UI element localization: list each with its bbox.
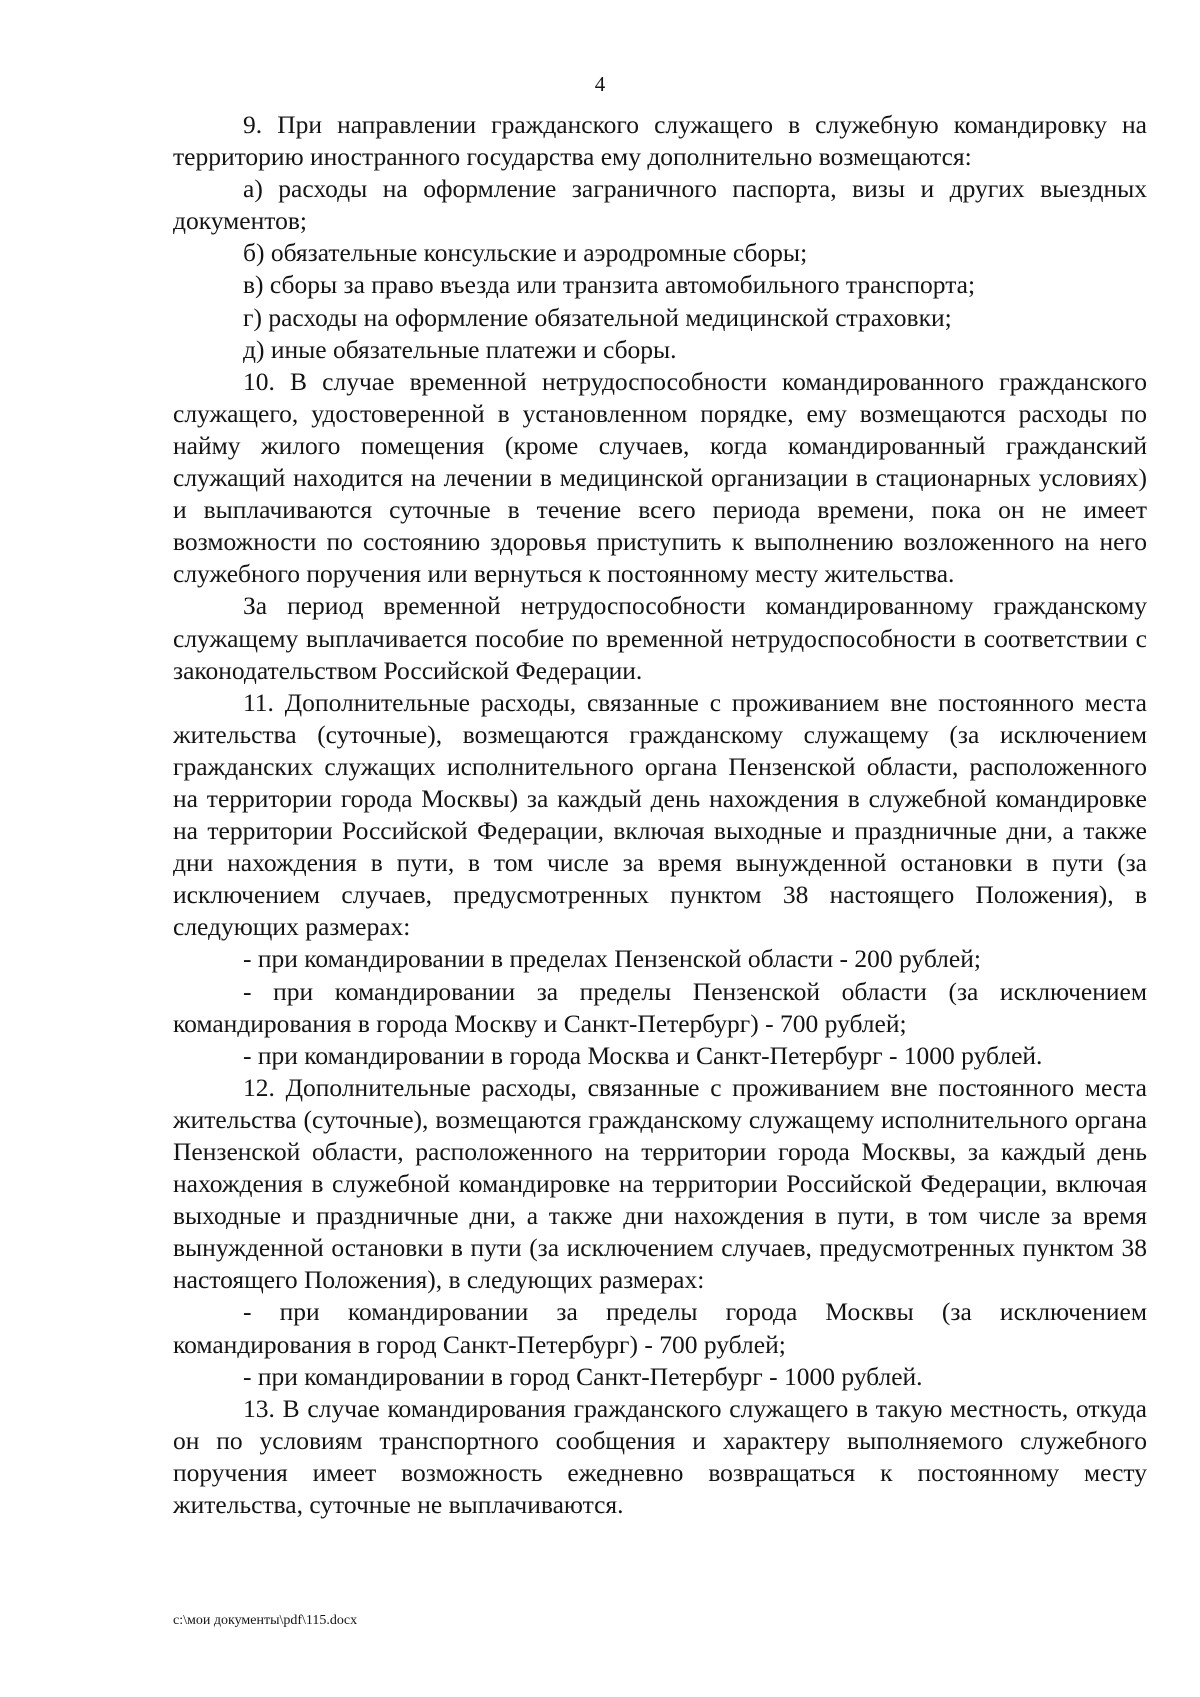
paragraph-11-item-3: - при командировании в города Москва и Санкт-Петербург - 1000 рублей. xyxy=(243,1040,1043,1070)
paragraph-9: 9. При направлении гражданского служащего в служебную командировку на территорию иностранного государства ему дополнительно возмещаются: xyxy=(173,110,1147,172)
paragraph-9a: а) расходы на оформление заграничного паспорта, визы и других выездных документов; xyxy=(173,174,1147,236)
paragraph-11: 11. Дополнительные расходы, связанные с проживанием вне постоянного места жительства (суточные), возмещаются гражданскому служащему (за исключением гражданских служащих исполнительного органа Пензенской области, расположенного на территории города Москвы) за каждый день нахождения в служебной командировке на территории Российской Федерации, включая выходные и праздничные дни, а также дни нахождения в пути, в том числе за время вынужденной остановки в пути (за исключением случаев, предусмотренных пунктом 38 настоящего Положения), в следующих размерах: xyxy=(173,687,1147,942)
footer-file-path: c:\мои документы\pdf\115.docx xyxy=(173,1613,358,1628)
paragraph-12-item-2: - при командировании в город Санкт-Петербург - 1000 рублей. xyxy=(243,1361,923,1391)
paragraph-9e: д) иные обязательные платежи и сборы. xyxy=(243,334,677,364)
paragraph-12-item-1: - при командировании за пределы города Москвы (за исключением командирования в город Санкт-Петербург) - 700 рублей; xyxy=(173,1297,1147,1359)
paragraph-13: 13. В случае командирования гражданского служащего в такую местность, откуда он по условиям транспортного сообщения и характеру выполняемого служебного поручения имеет возможность ежедневно возвращаться к постоянному месту жительства, суточные не выплачиваются. xyxy=(173,1393,1147,1520)
paragraph-10: 10. В случае временной нетрудоспособности командированного гражданского служащего, удостоверенной в установленном порядке, ему возмещаются расходы по найму жилого помещения (кроме случаев, когда командированный гражданский служащий находится на лечении в медицинской организации в стационарных условиях) и выплачиваются суточные в течение всего периода времени, пока он не имеет возможности по состоянию здоровья приступить к выполнению возложенного на него служебного поручения или вернуться к постоянному месту жительства. xyxy=(173,366,1147,589)
paragraph-12: 12. Дополнительные расходы, связанные с проживанием вне постоянного места жительства (суточные), возмещаются гражданскому служащему исполнительного органа Пензенской области, расположенного на территории города Москвы, за каждый день нахождения в служебной командировке на территории Российской Федерации, включая выходные и праздничные дни, а также дни нахождения в пути, в том числе за время вынужденной остановки в пути (за исключением случаев, предусмотренных пунктом 38 настоящего Положения), в следующих размерах: xyxy=(173,1072,1147,1295)
paragraph-9d: г) расходы на оформление обязательной медицинской страховки; xyxy=(243,302,952,332)
paragraph-9c: в) сборы за право въезда или транзита автомобильного транспорта; xyxy=(243,270,976,300)
paragraph-9b: б) обязательные консульские и аэродромные сборы; xyxy=(243,238,808,268)
paragraph-11-item-1: - при командировании в пределах Пензенской области - 200 рублей; xyxy=(243,944,981,974)
paragraph-11-item-2: - при командировании за пределы Пензенской области (за исключением командирования в города Москву и Санкт-Петербург) - 700 рублей; xyxy=(173,976,1147,1038)
document-body xyxy=(173,109,1147,1521)
paragraph-10-benefit: За период временной нетрудоспособности командированному гражданскому служащему выплачивается пособие по временной нетрудоспособности в соответствии с законодательством Российской Федерации. xyxy=(173,591,1147,685)
page-number: 4 xyxy=(594,72,606,96)
